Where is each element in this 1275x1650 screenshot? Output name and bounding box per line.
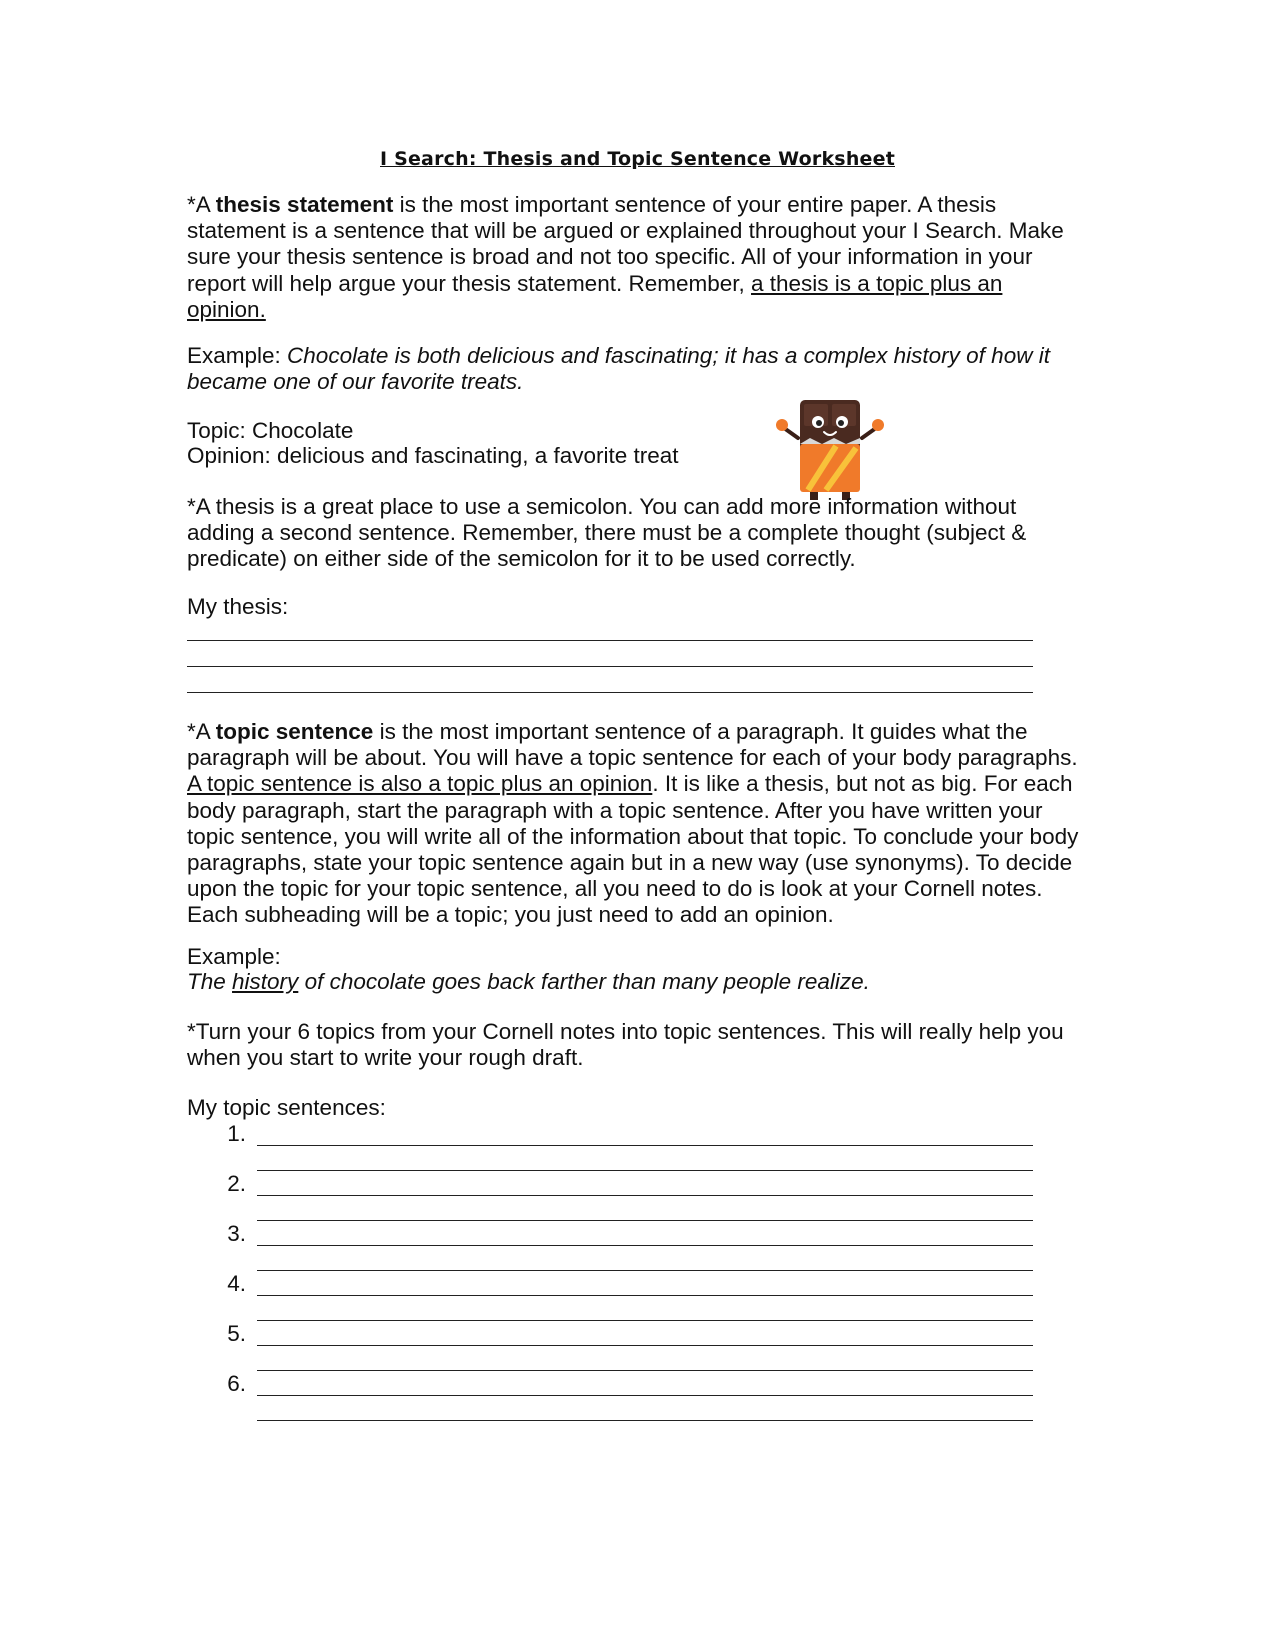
thesis-example	[187, 343, 1087, 395]
topic-intro-paragraph	[187, 719, 1087, 929]
example2-label: Example:	[187, 944, 281, 969]
thesis-text: is the most important sentence of your entire paper. A thesis statement is a sentence that will be argued or explained throughout your I Search. Make sure your thesis sentence is broad and not too specific. All of your information in your report will help argue your thesis statement. Remember,	[187, 192, 1064, 296]
thesis-term: thesis statement	[215, 192, 394, 217]
topic-number-3: 3.	[227, 1221, 246, 1246]
topic-3-line-2[interactable]	[257, 1270, 1033, 1271]
topic-6-line-2[interactable]	[257, 1420, 1033, 1421]
topic-2-line-1[interactable]	[257, 1195, 1033, 1196]
example2-sentence	[187, 969, 1087, 995]
page-title: I Search: Thesis and Topic Sentence Worksheet	[380, 148, 895, 170]
topic-line: Topic: Chocolate	[187, 418, 354, 443]
thesis-line-1[interactable]	[187, 640, 1033, 641]
thesis-rule-underlined: a thesis is a topic plus an opinion.	[187, 270, 1003, 322]
thesis-line-2[interactable]	[187, 666, 1033, 667]
my-topics-label: My topic sentences:	[187, 1095, 386, 1120]
example-text: Chocolate is both delicious and fascinating; it has a complex history of how it became one of our favorite treats.	[187, 343, 1050, 395]
thesis-prefix: *A	[187, 192, 216, 217]
topic-2-line-2[interactable]	[257, 1220, 1033, 1221]
topic-4-line-1[interactable]	[257, 1295, 1033, 1296]
topic-rule-underlined: A topic sentence is also a topic plus an opinion	[187, 771, 653, 797]
example2-history: history	[232, 969, 299, 994]
topic-5-line-2[interactable]	[257, 1370, 1033, 1371]
topic-1-line-1[interactable]	[257, 1145, 1033, 1146]
topic-number-1: 1.	[227, 1121, 246, 1146]
topic-1-line-2[interactable]	[257, 1170, 1033, 1171]
thesis-line-3[interactable]	[187, 692, 1033, 693]
turn-note: *Turn your 6 topics from your Cornell notes into topic sentences. This will really help you when you start to write your rough draft.	[187, 1019, 1064, 1071]
opinion-line: Opinion: delicious and fascinating, a favorite treat	[187, 443, 679, 468]
topic-6-line-1[interactable]	[257, 1395, 1033, 1396]
topic-4-line-2[interactable]	[257, 1320, 1033, 1321]
topic-number-4: 4.	[227, 1271, 246, 1296]
example-label: Example:	[187, 343, 288, 368]
topic-text-2: . It is like a thesis, but not as big. For each body paragraph, start the paragraph with a topic sentence. After you have written your topic sentence, you will write all of the information about that topic. To conclude your body paragraphs, state your topic sentence again but in a new way (use synonyms). To decide upon the topic for your topic sentence, all you need to do is look at your Cornell notes. Each subheading will be a topic; you just need to add an opinion.	[187, 771, 1079, 928]
chocolate-bar-mascot-icon	[770, 398, 890, 503]
topic-5-line-1[interactable]	[257, 1345, 1033, 1346]
my-thesis-label: My thesis:	[187, 594, 289, 619]
topic-text-1: is the most important sentence of a paragraph. It guides what the paragraph will be about. You will have a topic sentence for each of your body paragraphs.	[187, 719, 1078, 771]
thesis-intro-paragraph	[187, 192, 1087, 323]
topic-3-line-1[interactable]	[257, 1245, 1033, 1246]
topic-number-2: 2.	[227, 1171, 246, 1196]
topic-number-5: 5.	[227, 1321, 246, 1346]
topic-term: topic sentence	[215, 719, 374, 744]
example2-post: of chocolate goes back farther than many people realize.	[298, 969, 870, 994]
example2-pre: The	[187, 969, 233, 994]
topic-number-6: 6.	[227, 1371, 246, 1396]
semicolon-note: *A thesis is a great place to use a semicolon. You can add more information without adding a second sentence. Remember, there must be a complete thought (subject & predicate) on either side of the semicolon for it to be used correctly.	[187, 494, 1027, 572]
topic-prefix: *A	[187, 719, 216, 744]
